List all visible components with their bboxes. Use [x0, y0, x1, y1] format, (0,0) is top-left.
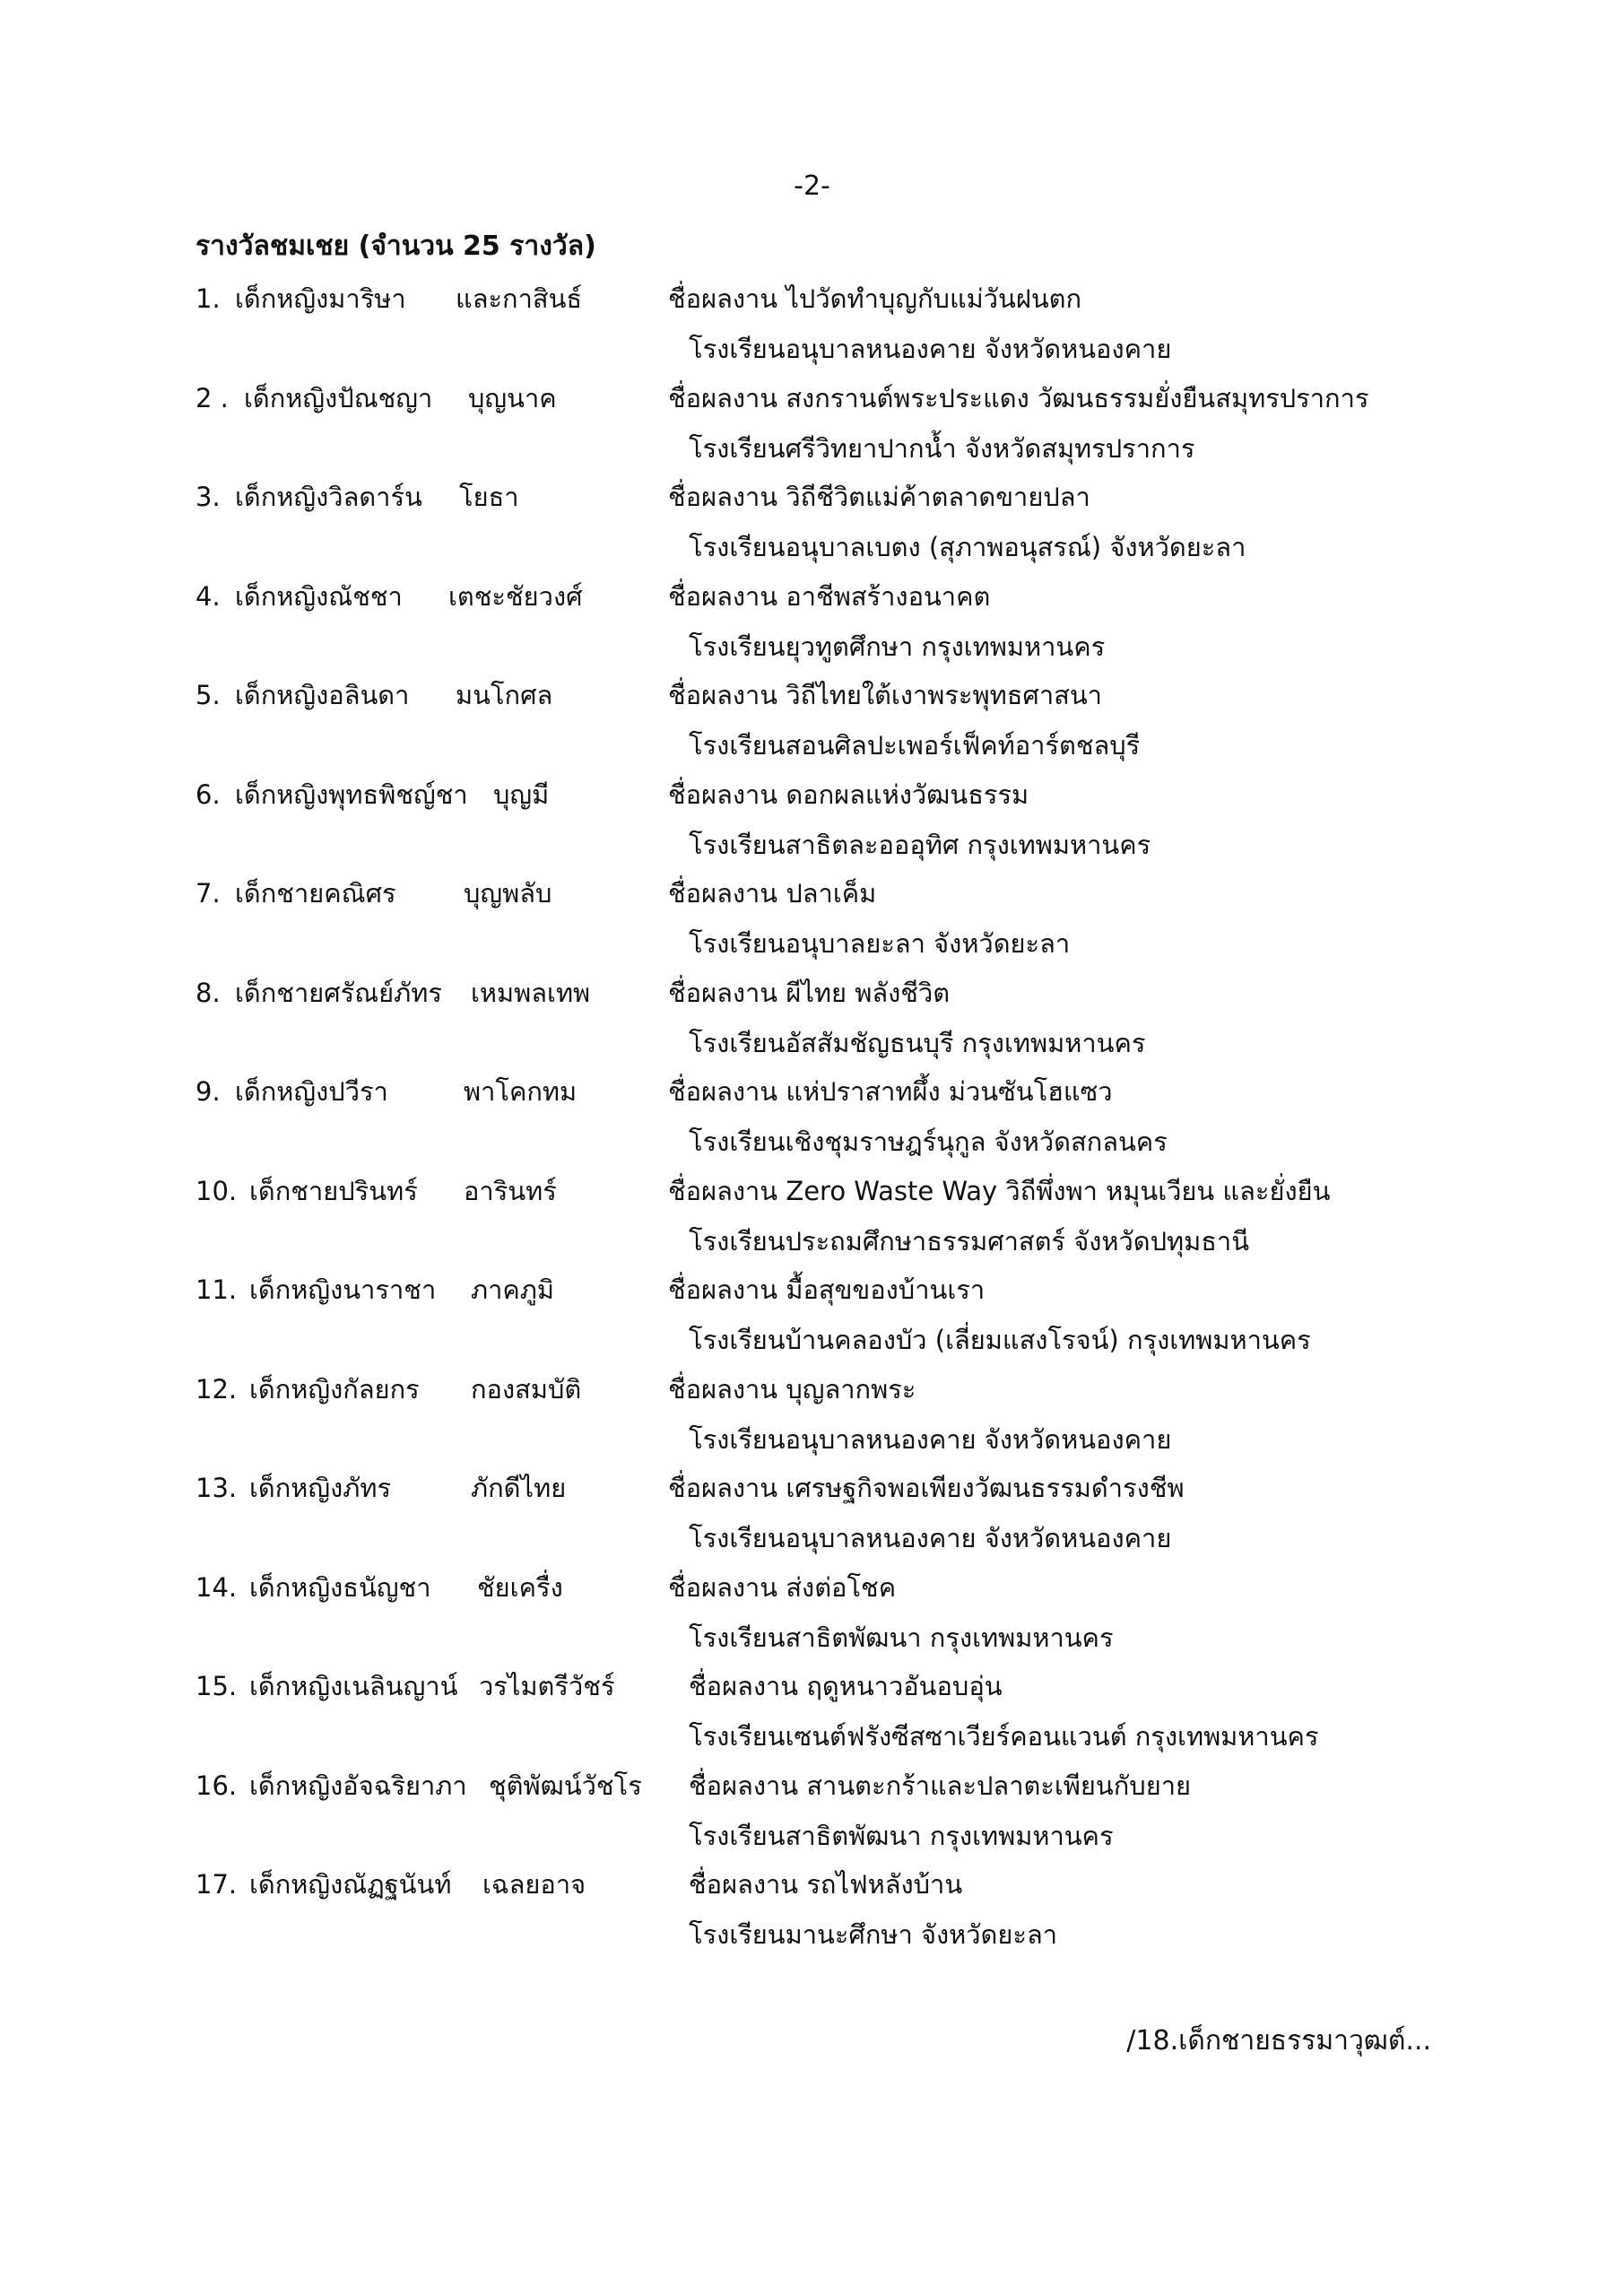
entry-first-name: เด็กหญิงณัฏฐนันท์: [249, 1869, 452, 1900]
entry-last-name: ชุติพัฒน์วัชโร: [489, 1770, 642, 1801]
award-entry: [0, 274, 1624, 374]
entry-number: 6.: [195, 778, 221, 810]
entry-last-name: กองสมบัติ: [471, 1373, 582, 1405]
entry-school: โรงเรียนเชิงชุมราษฎร์นุกูล จังหวัดสกลนคร: [689, 1126, 1168, 1157]
entry-school: โรงเรียนบ้านคลองบัว (เลี่ยมแสงโรจน์) กรุงเทพมหานคร: [689, 1325, 1311, 1355]
entry-work-title: ชื่อผลงาน มื้อสุขของบ้านเรา: [668, 1274, 986, 1305]
entry-first-name: เด็กหญิงนาราชา: [249, 1274, 437, 1305]
entry-work-title: ชื่อผลงาน วิถีไทยใต้เงาพระพุทธศาสนา: [668, 680, 1102, 710]
entry-last-name: เหมพลเทพ: [471, 977, 591, 1008]
entry-school: โรงเรียนอนุบาลเบตง (สุภาพอนุสรณ์) จังหวัดยะลา: [689, 532, 1246, 562]
entry-last-name: และกาสินธ์: [456, 283, 583, 314]
award-entry: [0, 671, 1624, 770]
entry-first-name: เด็กหญิงณัชชา: [235, 580, 403, 612]
entry-work-title: ชื่อผลงาน สงกรานต์พระประแดง วัฒนธรรมยั่งยืนสมุทรปราการ: [668, 382, 1369, 413]
entry-first-name: เด็กชายคณิศร: [235, 878, 396, 909]
entry-number: 12.: [195, 1373, 238, 1405]
entry-work-title: ชื่อผลงาน สานตะกร้าและปลาตะเพียนกับยาย: [689, 1770, 1191, 1801]
entry-work-title: ชื่อผลงาน Zero Waste Way วิถีพึ่งพา หมุนเวียน และยั่งยืน: [668, 1175, 1331, 1206]
entry-last-name: บุญนาค: [468, 382, 557, 413]
entry-school: โรงเรียนศรีวิทยาปากน้ำ จังหวัดสมุทรปราการ: [689, 432, 1195, 464]
entry-last-name: เฉลยอาจ: [482, 1869, 586, 1900]
entry-number: 16.: [195, 1770, 238, 1801]
entry-school: โรงเรียนยุวทูตศึกษา กรุงเทพมหานคร: [689, 631, 1106, 662]
entry-last-name: เตชะชัยวงศ์: [448, 580, 583, 612]
entry-school: โรงเรียนสาธิตพัฒนา กรุงเทพมหานคร: [689, 1820, 1114, 1851]
entry-school: โรงเรียนมานะศึกษา จังหวัดยะลา: [689, 1919, 1058, 1950]
entry-first-name: เด็กหญิงวิลดาร์น: [235, 482, 422, 512]
entry-work-title: ชื่อผลงาน บุญลากพระ: [668, 1373, 916, 1405]
award-entry: [0, 1662, 1624, 1761]
entry-first-name: เด็กชายปรินทร์: [249, 1175, 418, 1206]
award-entry: [0, 1464, 1624, 1563]
entry-number: 4.: [195, 580, 221, 612]
entry-school: โรงเรียนสาธิตละอออุทิศ กรุงเทพมหานคร: [689, 829, 1151, 860]
entry-school: โรงเรียนเซนต์ฟรังซีสซาเวียร์คอนแวนต์ กรุงเทพมหานคร: [689, 1721, 1319, 1752]
award-entry: [0, 473, 1624, 572]
entry-number: 14.: [195, 1571, 238, 1603]
entry-last-name: บุญมี: [493, 778, 550, 810]
entry-number: 11.: [195, 1274, 238, 1305]
entry-number: 17.: [195, 1869, 238, 1900]
entry-number: 8.: [195, 977, 221, 1008]
entry-last-name: พาโคกทม: [464, 1076, 578, 1107]
entry-first-name: เด็กหญิงกัลยกร: [249, 1373, 420, 1405]
entry-school: โรงเรียนอนุบาลหนองคาย จังหวัดหนองคาย: [689, 334, 1172, 364]
entry-work-title: ชื่อผลงาน เศรษฐกิจพอเพียงวัฒนธรรมดำรงชีพ: [668, 1473, 1185, 1503]
award-entry: [0, 374, 1624, 474]
award-entry: [0, 969, 1624, 1068]
award-entry: [0, 1265, 1624, 1365]
entry-number: 3.: [195, 482, 221, 512]
entry-school: โรงเรียนอนุบาลหนองคาย จังหวัดหนองคาย: [689, 1423, 1172, 1455]
entry-school: โรงเรียนอนุบาลยะลา จังหวัดยะลา: [689, 928, 1071, 959]
entry-number: 13.: [195, 1473, 238, 1503]
award-entry: [0, 770, 1624, 870]
entry-first-name: เด็กชายศรัณย์ภัทร: [235, 977, 442, 1008]
entry-first-name: เด็กหญิงปัณชญา: [244, 382, 433, 413]
entry-school: โรงเรียนอัสสัมชัญธนบุรี กรุงเทพมหานคร: [689, 1027, 1146, 1058]
entry-work-title: ชื่อผลงาน ปลาเค็ม: [668, 878, 877, 909]
award-entry: [0, 869, 1624, 969]
entry-first-name: เด็กหญิงปวีรา: [235, 1076, 388, 1107]
entry-last-name: บุญพลับ: [464, 878, 552, 909]
entry-school: โรงเรียนสอนศิลปะเพอร์เฟ็คท์อาร์ตชลบุรี: [689, 730, 1141, 761]
entry-first-name: เด็กหญิงภัทร: [249, 1473, 392, 1503]
entry-last-name: ชัยเครื่ง: [477, 1571, 563, 1603]
award-entry: [0, 1563, 1624, 1663]
entry-last-name: ภักดีไทย: [471, 1473, 567, 1503]
award-entry: [0, 572, 1624, 672]
entry-last-name: อารินทร์: [464, 1175, 557, 1206]
entry-first-name: เด็กหญิงอัจฉริยาภา: [249, 1770, 467, 1801]
entry-last-name: มนโกศล: [456, 680, 553, 710]
entry-work-title: ชื่อผลงาน รถไฟหลังบ้าน: [689, 1869, 963, 1900]
section-heading: รางวัลชมเชย (จำนวน 25 รางวัล): [195, 230, 596, 262]
entry-work-title: ชื่อผลงาน ดอกผลแห่งวัฒนธรรม: [668, 778, 1029, 810]
award-entry: [0, 1167, 1624, 1266]
award-entry: [0, 1067, 1624, 1167]
entry-school: โรงเรียนอนุบาลหนองคาย จังหวัดหนองคาย: [689, 1523, 1172, 1553]
entry-number: 1.: [195, 283, 221, 314]
entry-school: โรงเรียนประถมศึกษาธรรมศาสตร์ จังหวัดปทุมธานี: [689, 1225, 1250, 1257]
entry-work-title: ชื่อผลงาน ผีไทย พลังชีวิต: [668, 977, 951, 1008]
entry-first-name: เด็กหญิงอลินดา: [235, 680, 410, 710]
entry-number: 7.: [195, 878, 221, 909]
award-entry: [0, 1860, 1624, 1960]
entry-number: 9.: [195, 1076, 221, 1107]
entry-number: 2 .: [195, 382, 229, 413]
entry-number: 5.: [195, 680, 221, 710]
entry-work-title: ชื่อผลงาน อาชีพสร้างอนาคต: [668, 580, 991, 612]
entry-work-title: ชื่อผลงาน ฤดูหนาวอันอบอุ่น: [689, 1671, 1003, 1701]
entry-school: โรงเรียนสาธิตพัฒนา กรุงเทพมหานคร: [689, 1622, 1114, 1653]
entry-first-name: เด็กหญิงธนัญชา: [249, 1571, 431, 1603]
entry-last-name: ภาคภูมิ: [471, 1274, 555, 1305]
entry-first-name: เด็กหญิงพุทธพิชญ์ชา: [235, 778, 468, 810]
award-entry: [0, 1761, 1624, 1861]
entry-last-name: โยธา: [459, 482, 519, 512]
entry-work-title: ชื่อผลงาน วิถีชีวิตแม่ค้าตลาดขายปลา: [668, 482, 1090, 512]
award-entry: [0, 1365, 1624, 1465]
entry-last-name: วรไมตรีวัชร์: [479, 1671, 615, 1701]
page-number: -2-: [794, 170, 830, 202]
entry-work-title: ชื่อผลงาน ส่งต่อโชค: [668, 1571, 897, 1603]
entry-first-name: เด็กหญิงเนลินญาน์: [249, 1671, 458, 1701]
entry-work-title: ชื่อผลงาน แห่ปราสาทผึ้ง ม่วนซันโฮแซว: [668, 1076, 1113, 1107]
entry-number: 10.: [195, 1175, 238, 1206]
continuation-note: /18.เด็กชายธรรมาวุฒต์...: [1126, 2025, 1431, 2057]
entry-work-title: ชื่อผลงาน ไปวัดทำบุญกับแม่วันฝนตก: [668, 283, 1082, 314]
entry-first-name: เด็กหญิงมาริษา: [235, 283, 406, 314]
entry-number: 15.: [195, 1671, 238, 1701]
award-list: [0, 274, 1624, 1960]
